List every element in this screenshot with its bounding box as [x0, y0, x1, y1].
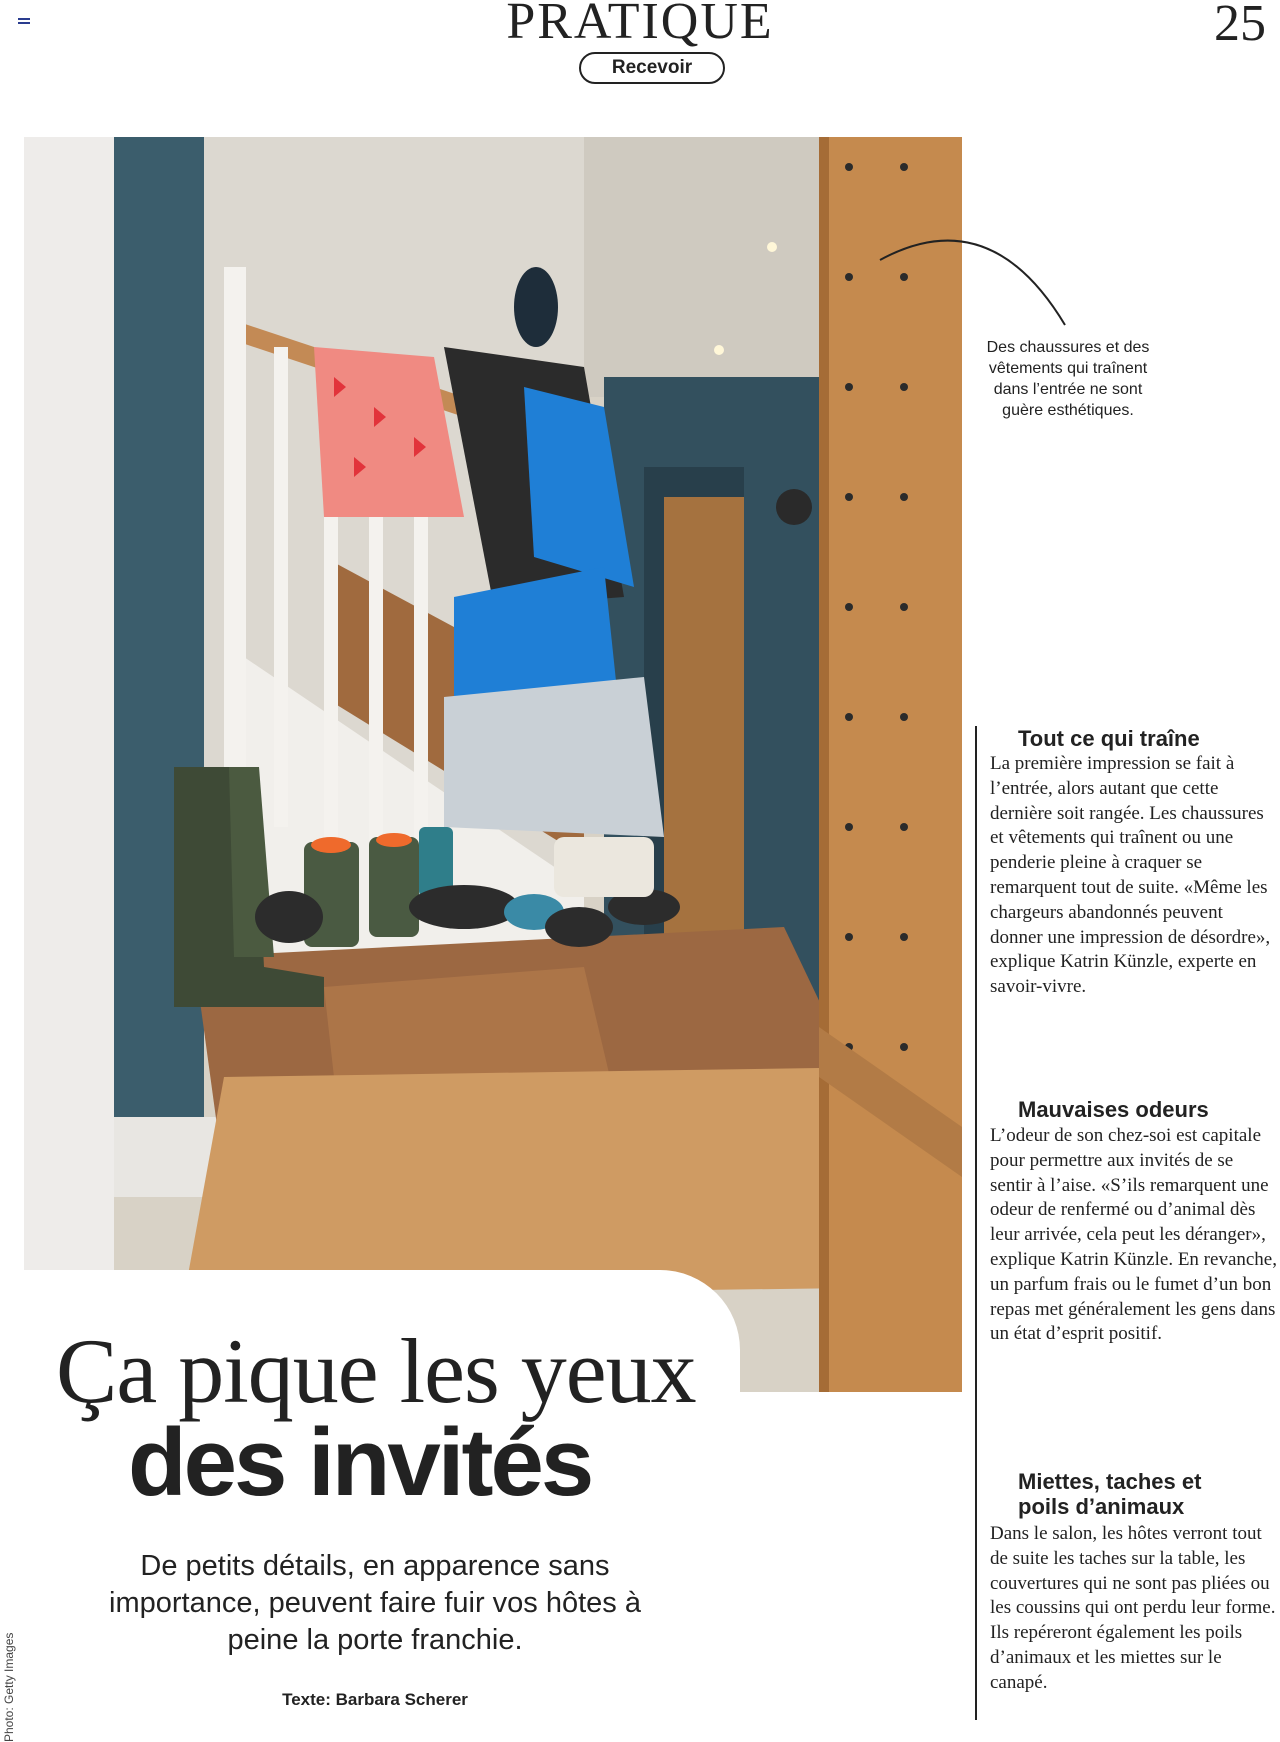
section-heading: Mauvaises odeurs	[1018, 1097, 1209, 1122]
byline: Texte: Barbara Scherer	[282, 1690, 468, 1709]
section-heading: Miettes, taches et poils d’animaux	[1018, 1469, 1202, 1519]
section-body: Dans le salon, les hôtes verront tout de suite les taches sur la table, les couvertures qui ne sont pas pliées ou les coussins qui ont perdu leur forme. Ils repéreront également les poils d’animaux et les miettes sur le canapé.	[990, 1523, 1276, 1693]
photo-caption: Des chaussures et des vêtements qui traînent dans l’entrée ne sont guère esthétiques.	[986, 339, 1150, 419]
section-body: L’odeur de son chez-soi est capitale pour permettre aux invités de se sentir à l’aise. «S’ils remarquent une odeur de renfermé ou d’animal dès leur arrivée, cela peut les déranger», explique Katrin Künzle. En revanche, un parfum frais ou le fumet d’un bon repas met généralement les gens dans un état d’esprit positif.	[990, 1125, 1277, 1345]
column-rule	[975, 726, 977, 1720]
subsection-badge: Recevoir	[579, 52, 725, 84]
headline-line1: Ça pique les yeux	[56, 1320, 696, 1422]
section-heading: Tout ce qui traîne	[1018, 726, 1200, 751]
section-body: La première impression se fait à l’entrée, alors autant que cette dernière soit rangée. Les chaussures et vêtements qui traînent ou une penderie pleine à craquer se remarquent tout de suite. «Même les chargeurs abandonnés peuvent donner une impression de désordre», explique Katrin Künzle, experte en savoir-vivre.	[990, 753, 1271, 998]
section-title: PRATIQUE	[506, 0, 774, 50]
hallway-photo	[24, 137, 962, 1392]
lead-paragraph: De petits détails, en apparence sans importance, peuvent faire fuir vos hôtes à peine la porte franchie.	[109, 1550, 641, 1656]
page-number: 25	[1214, 0, 1266, 52]
photo-credit: Photo: Getty Images	[2, 1632, 16, 1742]
headline-line2: des invités	[128, 1409, 592, 1516]
callout-curve	[870, 230, 1080, 330]
